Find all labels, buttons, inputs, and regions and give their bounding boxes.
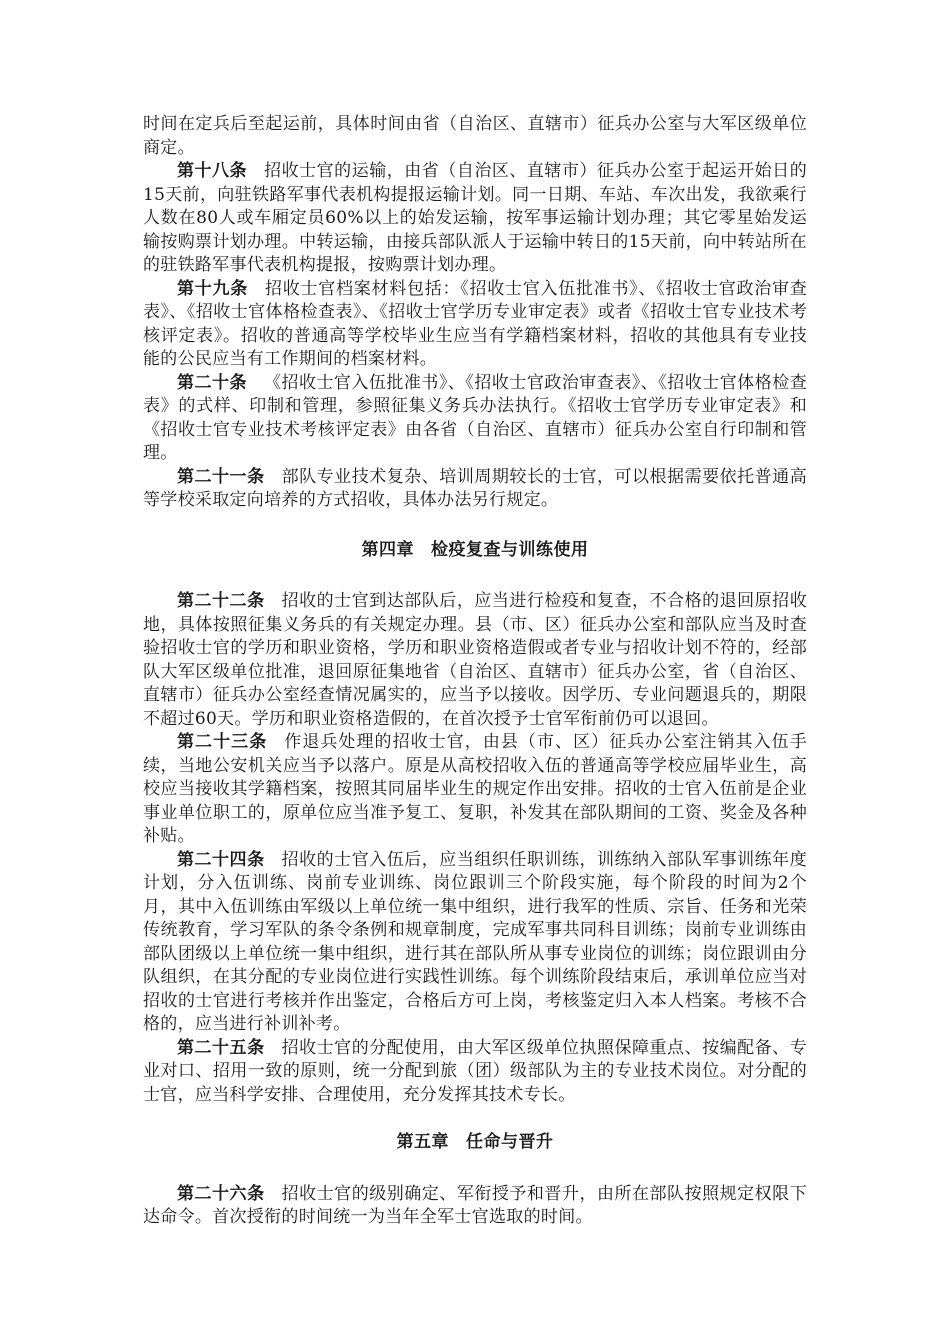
article-number: 第二十一条 <box>177 466 265 487</box>
chapter-4-heading <box>143 539 807 563</box>
article-26 <box>143 1183 807 1230</box>
article-number: 第二十六条 <box>177 1183 265 1204</box>
article-23 <box>143 731 807 849</box>
article-text: 作退兵处理的招收士官，由县（市、区）征兵办公室注销其入伍手续，当地公安机关应当予以落户。原是从高校招收入伍的普通高等学校应届毕业生，高校应当接收其学籍档案，按照其同届毕业生的规定作出安排。招收的士官入伍前是企业事业单位职工的，原单位应当准予复工、复职，补发其在部队期间的工资、奖金及各种补贴。 <box>143 732 808 846</box>
article-text: 部队专业技术复杂、培训周期较长的士官，可以根据需要依托普通高等学校采取定向培养的方式招收，具体办法另行规定。 <box>143 466 808 510</box>
article-text: 招收的士官入伍后，应当组织任职训练，训练纳入部队军事训练年度计划，分入伍训练、岗前专业训练、岗位跟训三个阶段实施，每个阶段的时间为2个月，其中入伍训练由军级以上单位统一集中组织，进行我军的性质、宗旨、任务和光荣传统教育，学习军队的条令条例和规章制度，完成军事共同科目训练；岗前专业训练由部队团级以上单位统一集中组织，进行其在部队所从事专业岗位的训练；岗位跟训由分队组织，在其分配的专业岗位进行实践性训练。每个训练阶段结束后，承训单位应当对招收的士官进行考核并作出鉴定，合格后方可上岗，考核鉴定归入本人档案。考核不合格的，应当进行补训补考。 <box>143 849 808 1034</box>
article-number: 第十九条 <box>177 278 248 299</box>
article-19 <box>143 278 807 372</box>
article-text: 招收士官档案材料包括：《招收士官入伍批准书》、《招收士官政治审查表》、《招收士官体格检查表》、《招收士官学历专业审定表》或者《招收士官专业技术考核评定表》。招收的普通高等学校毕业生应当有学籍档案材料，招收的其他具有专业技能的公民应当有工作期间的档案材料。 <box>143 278 807 369</box>
article-text: 招收士官的运输，由省（自治区、直辖市）征兵办公室于起运开始日的15天前，向驻铁路军事代表机构提报运输计划。同一日期、车站、车次出发，我欲乘行人数在80人或车厢定员60%以上的始发运输，按军事运输计划办理；其它零星始发运输按购票计划办理。中转运输，由接兵部队派人于运输中转日的15天前，向中转站所在的驻铁路军事代表机构提报，按购票计划办理。 <box>143 161 807 275</box>
chapter-number: 第四章 <box>361 539 414 560</box>
article-21 <box>143 466 807 513</box>
article-number: 第十八条 <box>177 161 248 181</box>
article-25 <box>143 1037 807 1108</box>
document-page <box>143 113 807 1230</box>
continuation-paragraph: 时间在定兵后至起运前，具体时间由省（自治区、直辖市）征兵办公室与大军区级单位商定。 <box>143 114 807 158</box>
chapter-title: 检疫复查与训练使用 <box>431 539 589 560</box>
article-text: 招收士官的级别确定、军衔授予和晋升，由所在部队按照规定权限下达命令。首次授衔的时间统一为当年全军士官选取的时间。 <box>143 1183 808 1227</box>
article-text: 招收的士官到达部队后，应当进行检疫和复查，不合格的退回原招收地，具体按照征集义务兵的有关规定办理。县（市、区）征兵办公室和部队应当及时查验招收士官的学历和职业资格，学历和职业资格造假或者专业与招收计划不符的，经部队大军区级单位批准，退回原征集地省（自治区、直辖市）征兵办公室，省（自治区、直辖市）征兵办公室经查情况属实的，应当予以接收。因学历、专业问题退兵的，期限不超过60天。学历和职业资格造假的，在首次授予士官军衔前仍可以退回。 <box>143 591 808 729</box>
chapter-number: 第五章 <box>396 1132 449 1152</box>
article-number: 第二十五条 <box>177 1037 265 1058</box>
chapter-title: 任命与晋升 <box>466 1132 554 1152</box>
article-24 <box>143 849 807 1037</box>
article-text: 招收士官的分配使用，由大军区级单位执照保障重点、按编配备、专业对口、招用一致的原则，统一分配到旅（团）级部队为主的专业技术岗位。对分配的士官，应当科学安排、合理使用，充分发挥其技术专长。 <box>143 1037 808 1105</box>
article-number: 第二十条 <box>177 372 247 393</box>
article-number: 第二十四条 <box>177 849 265 870</box>
chapter-5-heading <box>143 1131 807 1155</box>
article-18 <box>143 160 807 278</box>
article-22 <box>143 590 807 731</box>
article-number: 第二十三条 <box>177 732 268 752</box>
article-number: 第二十二条 <box>177 591 265 611</box>
article-text: 《招收士官入伍批准书》、《招收士官政治审查表》、《招收士官体格检查表》的式样、印制和管理，参照征集义务兵办法执行。《招收士官学历专业审定表》和《招收士官专业技术考核评定表》由各省（自治区、直辖市）征兵办公室自行印制和管理。 <box>143 372 807 463</box>
article-20 <box>143 372 807 466</box>
